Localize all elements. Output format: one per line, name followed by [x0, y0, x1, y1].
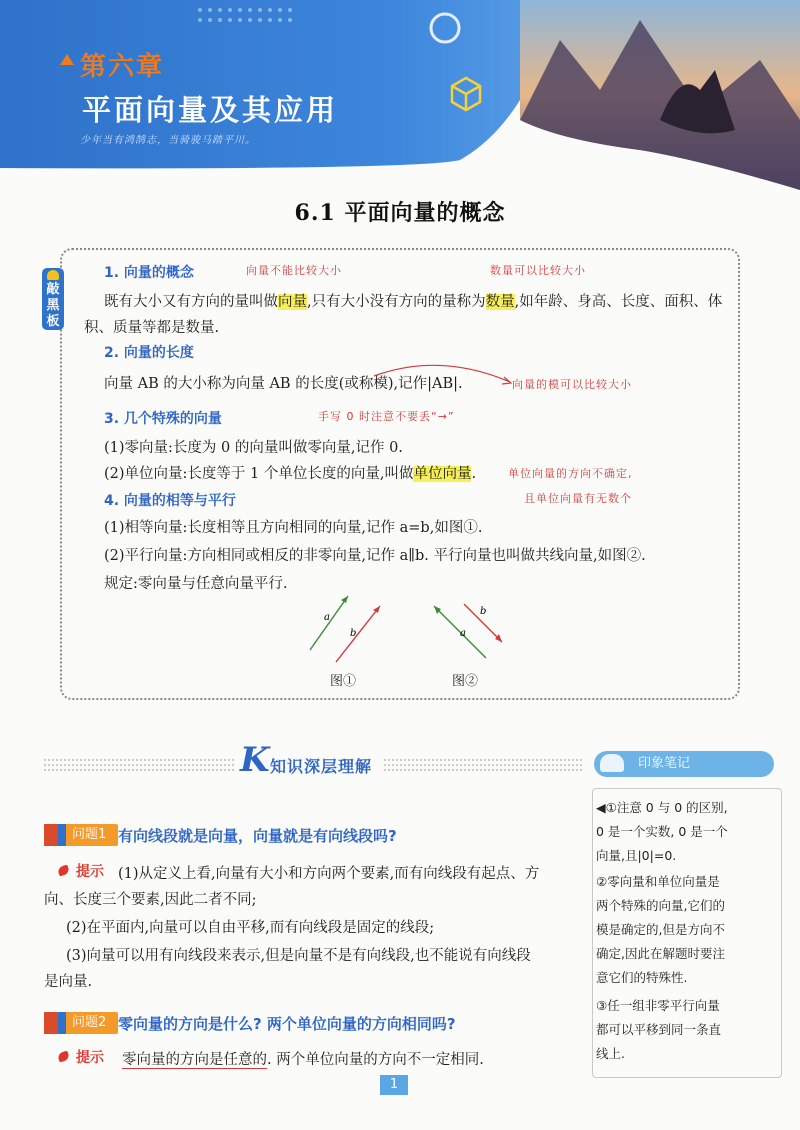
answer-1-line-1: (1)从定义上看,向量有大小和方向两个要素,而有向线段有起点、方	[118, 866, 540, 882]
hammer-icon	[47, 270, 59, 280]
note-vector-no-compare: 向量不能比较大小	[246, 264, 342, 277]
knowledge-k-icon: K	[240, 740, 270, 780]
figure-1-caption: 图①	[330, 674, 357, 689]
hint-label: 提示	[76, 1050, 104, 1066]
para-vector-definition: 既有大小又有方向的量叫做向量,只有大小没有方向的量称为数量,如年龄、身高、长度、面积、体	[104, 294, 723, 310]
notes-header: 印象笔记	[594, 751, 774, 777]
answer-1-line-3b: 是向量.	[44, 974, 93, 990]
hint-label: 提示	[76, 864, 104, 880]
note-magnitude-compare: 向量的模可以比较大小	[512, 378, 632, 391]
note-line: 线上.	[596, 1046, 625, 1061]
answer-1-line-1b: 向、长度三个要素,因此二者不同;	[44, 892, 257, 908]
note-line: ◀①注意 0 与 0 的区别,	[596, 800, 728, 815]
question-1-badge: 问题1	[44, 824, 118, 846]
para-equal-vectors: (1)相等向量:长度相等且方向相同的向量,记作 a=b,如图①.	[104, 520, 483, 536]
note-line: 两个特殊的向量,它们的	[596, 898, 725, 913]
question-2-text: 零向量的方向是什么? 两个单位向量的方向相同吗?	[118, 1015, 456, 1033]
answer-2: 零向量的方向是任意的. 两个单位向量的方向不一定相同.	[122, 1052, 484, 1068]
question-1-text: 有向线段就是向量，向量就是有向线段吗?	[118, 827, 397, 845]
elephant-icon	[600, 754, 624, 772]
heading-vector-length: 2. 向量的长度	[104, 345, 194, 361]
para-parallel-vectors: (2)平行向量:方向相同或相反的非零向量,记作 a∥b. 平行向量也叫做共线向量,如图②.	[104, 548, 646, 564]
figure-1	[310, 596, 380, 662]
chapter-marker-icon	[60, 54, 74, 65]
chapter-banner	[0, 0, 800, 200]
note-scalar-compare: 数量可以比较大小	[490, 264, 586, 277]
note-line: 模是确定的,但是方向不	[596, 922, 725, 937]
answer-1-line-3: (3)向量可以用有向线段来表示,但是向量不是有向线段,也不能说有向线段	[66, 948, 531, 964]
heading-vector-concept: 1. 向量的概念	[104, 265, 194, 281]
label-b-2: b	[480, 606, 487, 617]
hint-icon	[57, 1050, 70, 1062]
figure-2	[434, 604, 502, 658]
para-vector-definition-cont: 积、质量等都是数量.	[84, 320, 220, 336]
figure-2-caption: 图②	[452, 674, 479, 689]
heading-equal-parallel: 4. 向量的相等与平行	[104, 493, 236, 509]
note-unit-direction: 单位向量的方向不确定,	[508, 467, 633, 480]
annotation-arrow	[370, 358, 520, 388]
label-b: b	[350, 628, 357, 639]
section-title: 6.1 平面向量的概念	[294, 200, 506, 226]
board-tag	[42, 268, 64, 330]
chapter-title: 平面向量及其应用	[82, 93, 339, 127]
note-line: 都可以平移到同一条直	[596, 1022, 722, 1037]
para-zero-parallel-rule: 规定:零向量与任意向量平行.	[104, 576, 288, 592]
note-line: 意它们的特殊性.	[596, 970, 688, 985]
knowledge-title: 知识深层理解	[270, 757, 373, 776]
note-line: ③任一组非零平行向量	[596, 998, 720, 1013]
chapter-number: 第六章	[80, 52, 165, 82]
hint-icon	[57, 864, 70, 876]
para-vector-length: 向量 AB 的大小称为向量 AB 的长度(或称模),记作|AB|.	[104, 376, 463, 392]
heading-special-vectors: 3. 几个特殊的向量	[104, 411, 222, 427]
note-zero-arrow: 手写 0 时注意不要丢“→”	[318, 410, 455, 423]
note-line: ②零向量和单位向量是	[596, 874, 720, 889]
question-2-badge: 问题2	[44, 1012, 118, 1034]
note-line: 向量,且|0|=0.	[596, 848, 677, 863]
answer-1-line-2: (2)在平面内,向量可以自由平移,而有向线段是固定的线段;	[66, 920, 435, 936]
para-zero-vector: (1)零向量:长度为 0 的向量叫做零向量,记作 0.	[104, 440, 403, 456]
label-a: a	[324, 612, 330, 623]
label-a-2: a	[460, 628, 466, 639]
board-tag-label: 敲黑板	[46, 282, 60, 329]
note-unit-infinite: 且单位向量有无数个	[524, 492, 632, 505]
vector-figures	[300, 590, 530, 670]
note-line: 确定,因此在解题时要注	[596, 946, 725, 961]
page-number: 1	[380, 1075, 408, 1095]
chapter-motto: 少年当有鸿鹄志，当骑骏马踏平川。	[80, 135, 256, 146]
para-unit-vector: (2)单位向量:长度等于 1 个单位长度的向量,叫做单位向量.	[104, 466, 477, 482]
note-line: 0 是一个实数, 0 是一个	[596, 824, 728, 839]
